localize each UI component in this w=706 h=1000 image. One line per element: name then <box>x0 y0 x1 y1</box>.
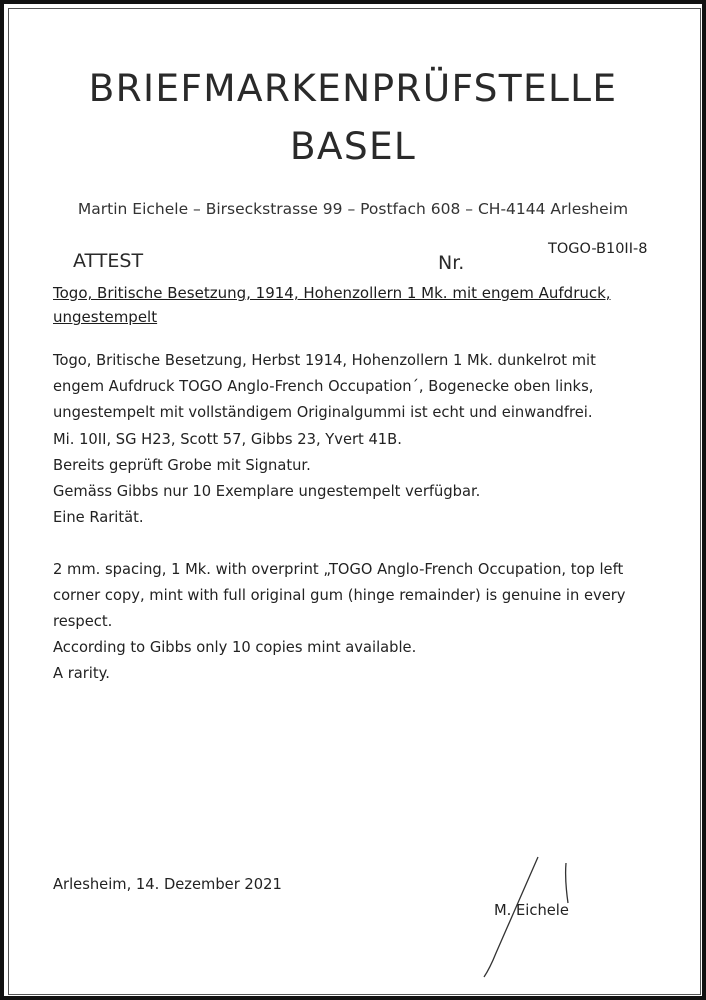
english-text-line: respect. <box>53 613 113 630</box>
address-line: Martin Eichele – Birseckstrasse 99 – Postfach 608 – CH-4144 Arlesheim <box>77 200 629 218</box>
english-text-line: corner copy, mint with full original gum (hinge remainder) is genuine in every <box>53 587 626 604</box>
page-title: BRIEFMARKENPRÜFSTELLE <box>88 66 618 110</box>
german-text-line: engem Aufdruck TOGO Anglo-French Occupation´, Bogenecke oben links, <box>53 378 594 395</box>
german-text-line: Mi. 10II, SG H23, Scott 57, Gibbs 23, Yvert 41B. <box>53 431 402 448</box>
subject-line-2: ungestempelt <box>53 308 158 326</box>
german-text-line: ungestempelt mit vollständigem Originalgummi ist echt und einwandfrei. <box>53 404 593 421</box>
place-and-date: Arlesheim, 14. Dezember 2021 <box>53 876 282 893</box>
german-text-line: Gemäss Gibbs nur 10 Exemplare ungestempelt verfügbar. <box>53 483 481 500</box>
german-text-line: Bereits geprüft Grobe mit Signatur. <box>53 457 311 474</box>
english-text-line: 2 mm. spacing, 1 Mk. with overprint „TOGO Anglo-French Occupation, top left <box>53 561 624 578</box>
certificate-number: TOGO-B10II-8 <box>548 241 648 257</box>
english-text-line: A rarity. <box>53 665 110 682</box>
number-label: Nr. <box>438 252 465 274</box>
german-text-line: Togo, Britische Besetzung, Herbst 1914, Hohenzollern 1 Mk. dunkelrot mit <box>53 352 596 369</box>
signatory-name: M. Eichele <box>494 902 569 919</box>
german-text-line: Eine Rarität. <box>53 509 144 526</box>
attest-label: ATTEST <box>73 250 144 272</box>
subject-line-1: Togo, Britische Besetzung, 1914, Hohenzollern 1 Mk. mit engem Aufdruck, <box>53 284 611 302</box>
page-title-city: BASEL <box>289 124 417 168</box>
english-text-line: According to Gibbs only 10 copies mint available. <box>53 639 417 656</box>
